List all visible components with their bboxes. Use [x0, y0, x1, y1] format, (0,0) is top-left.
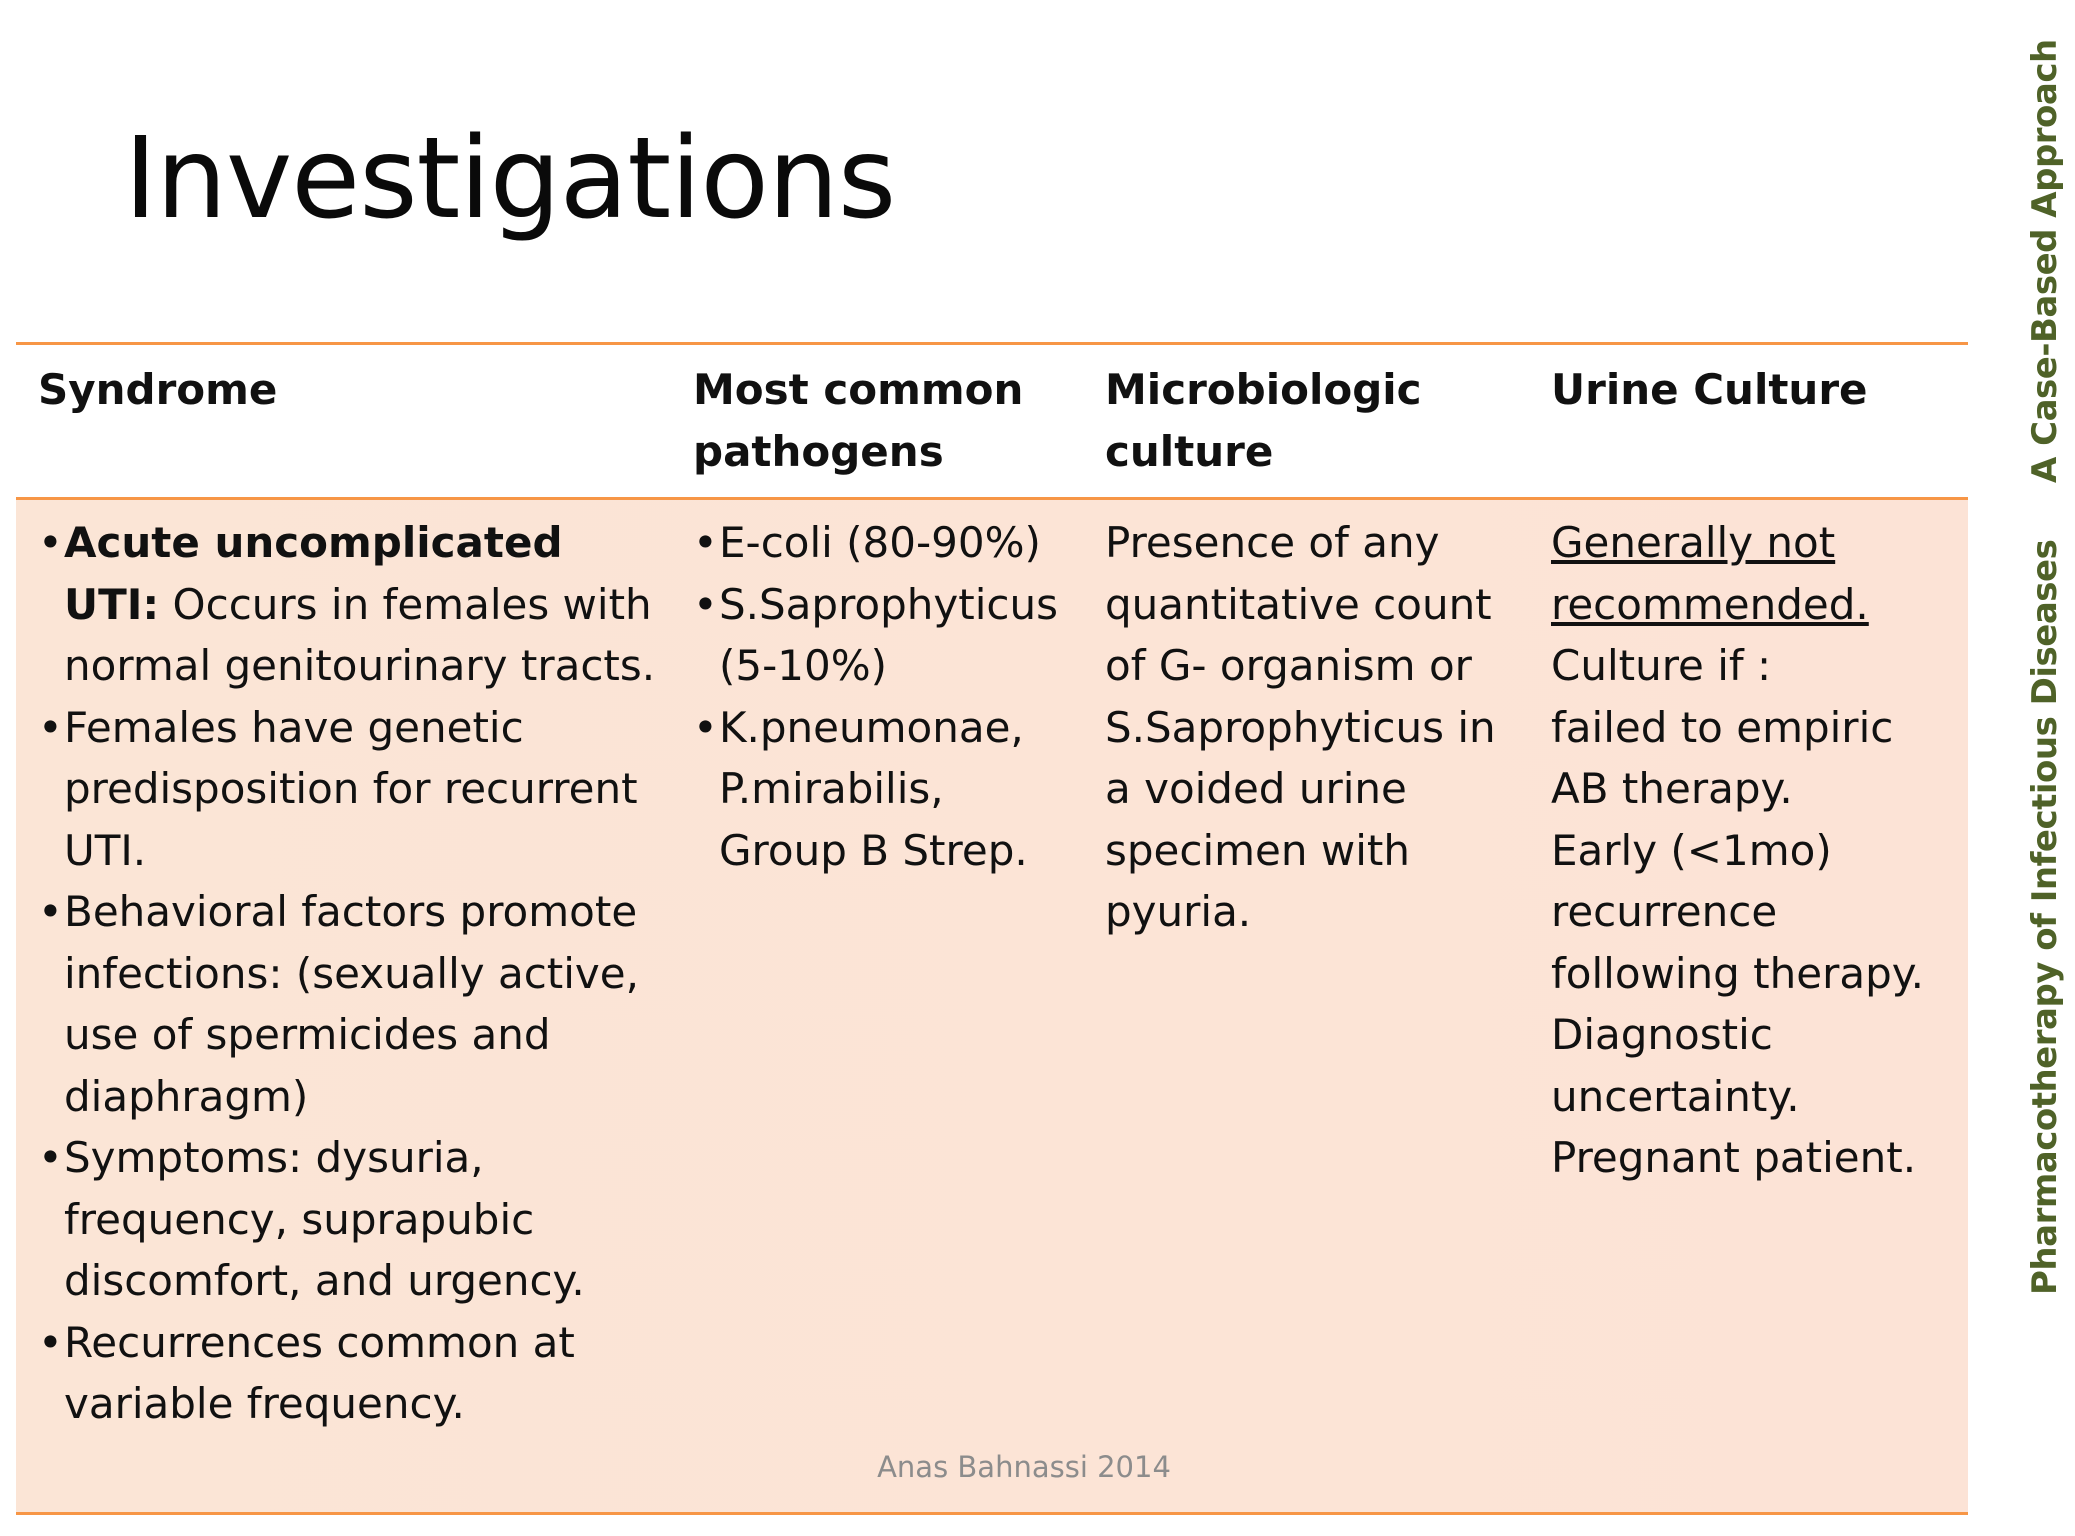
urine-culture-recommendation: Generally not recommended.	[1551, 518, 1869, 629]
pathogens-list	[693, 512, 1073, 881]
urine-culture-line: Pregnant patient.	[1551, 1133, 1917, 1182]
urine-culture-line: Early (<1mo) recurrence following therapy.	[1551, 825, 1924, 998]
urine-culture-line: Diagnostic uncertainty.	[1551, 1010, 1800, 1121]
syndrome-cell	[16, 499, 671, 1514]
list-item: • Behavioral factors promote infections: (sexually active, use of spermicides and diaphragm)	[38, 881, 661, 1127]
list-item: • Recurrences common at variable frequency.	[38, 1312, 661, 1435]
slide-title: Investigations	[124, 114, 896, 244]
list-item: • K.pneumonae, P.mirabilis, Group B Strep.	[693, 697, 1073, 882]
header-syndrome: Syndrome	[16, 344, 671, 499]
syndrome-list	[38, 512, 661, 1435]
microbiologic-culture-cell: Presence of any quantitative count of G- organism or S.Saprophyticus in a voided urine specimen with pyuria.	[1083, 499, 1529, 1514]
pathogens-cell	[671, 499, 1083, 1514]
table-header-row	[16, 344, 1968, 499]
header-microbiologic-culture: Microbiologic culture	[1083, 344, 1529, 499]
syndrome-name: Acute uncomplicated UTI:	[64, 518, 563, 629]
list-item: • E-coli (80-90%)	[693, 512, 1073, 574]
list-item: • S.Saprophyticus (5-10%)	[693, 574, 1073, 697]
list-item: • Symptoms: dysuria, frequency, suprapubic discomfort, and urgency.	[38, 1127, 661, 1312]
header-pathogens: Most common pathogens	[671, 344, 1083, 499]
urine-culture-line: Culture if :	[1551, 641, 1772, 690]
side-caption: Pharmacotherapy of Infectious Diseases A Case-Based Approach	[2025, 39, 2065, 1295]
header-urine-culture: Urine Culture	[1529, 344, 1968, 499]
table-row	[16, 499, 1968, 1514]
footer-author: Anas Bahnassi 2014	[877, 1450, 1171, 1484]
urine-culture-line: failed to empiric AB therapy.	[1551, 702, 1894, 813]
list-item: • Females have genetic predisposition for recurrent UTI.	[38, 697, 661, 882]
list-item	[38, 512, 661, 697]
urine-culture-cell	[1529, 499, 1968, 1514]
syndrome-description: Occurs in females with normal genitourinary tracts.	[64, 579, 656, 690]
investigations-table	[16, 342, 1968, 1492]
